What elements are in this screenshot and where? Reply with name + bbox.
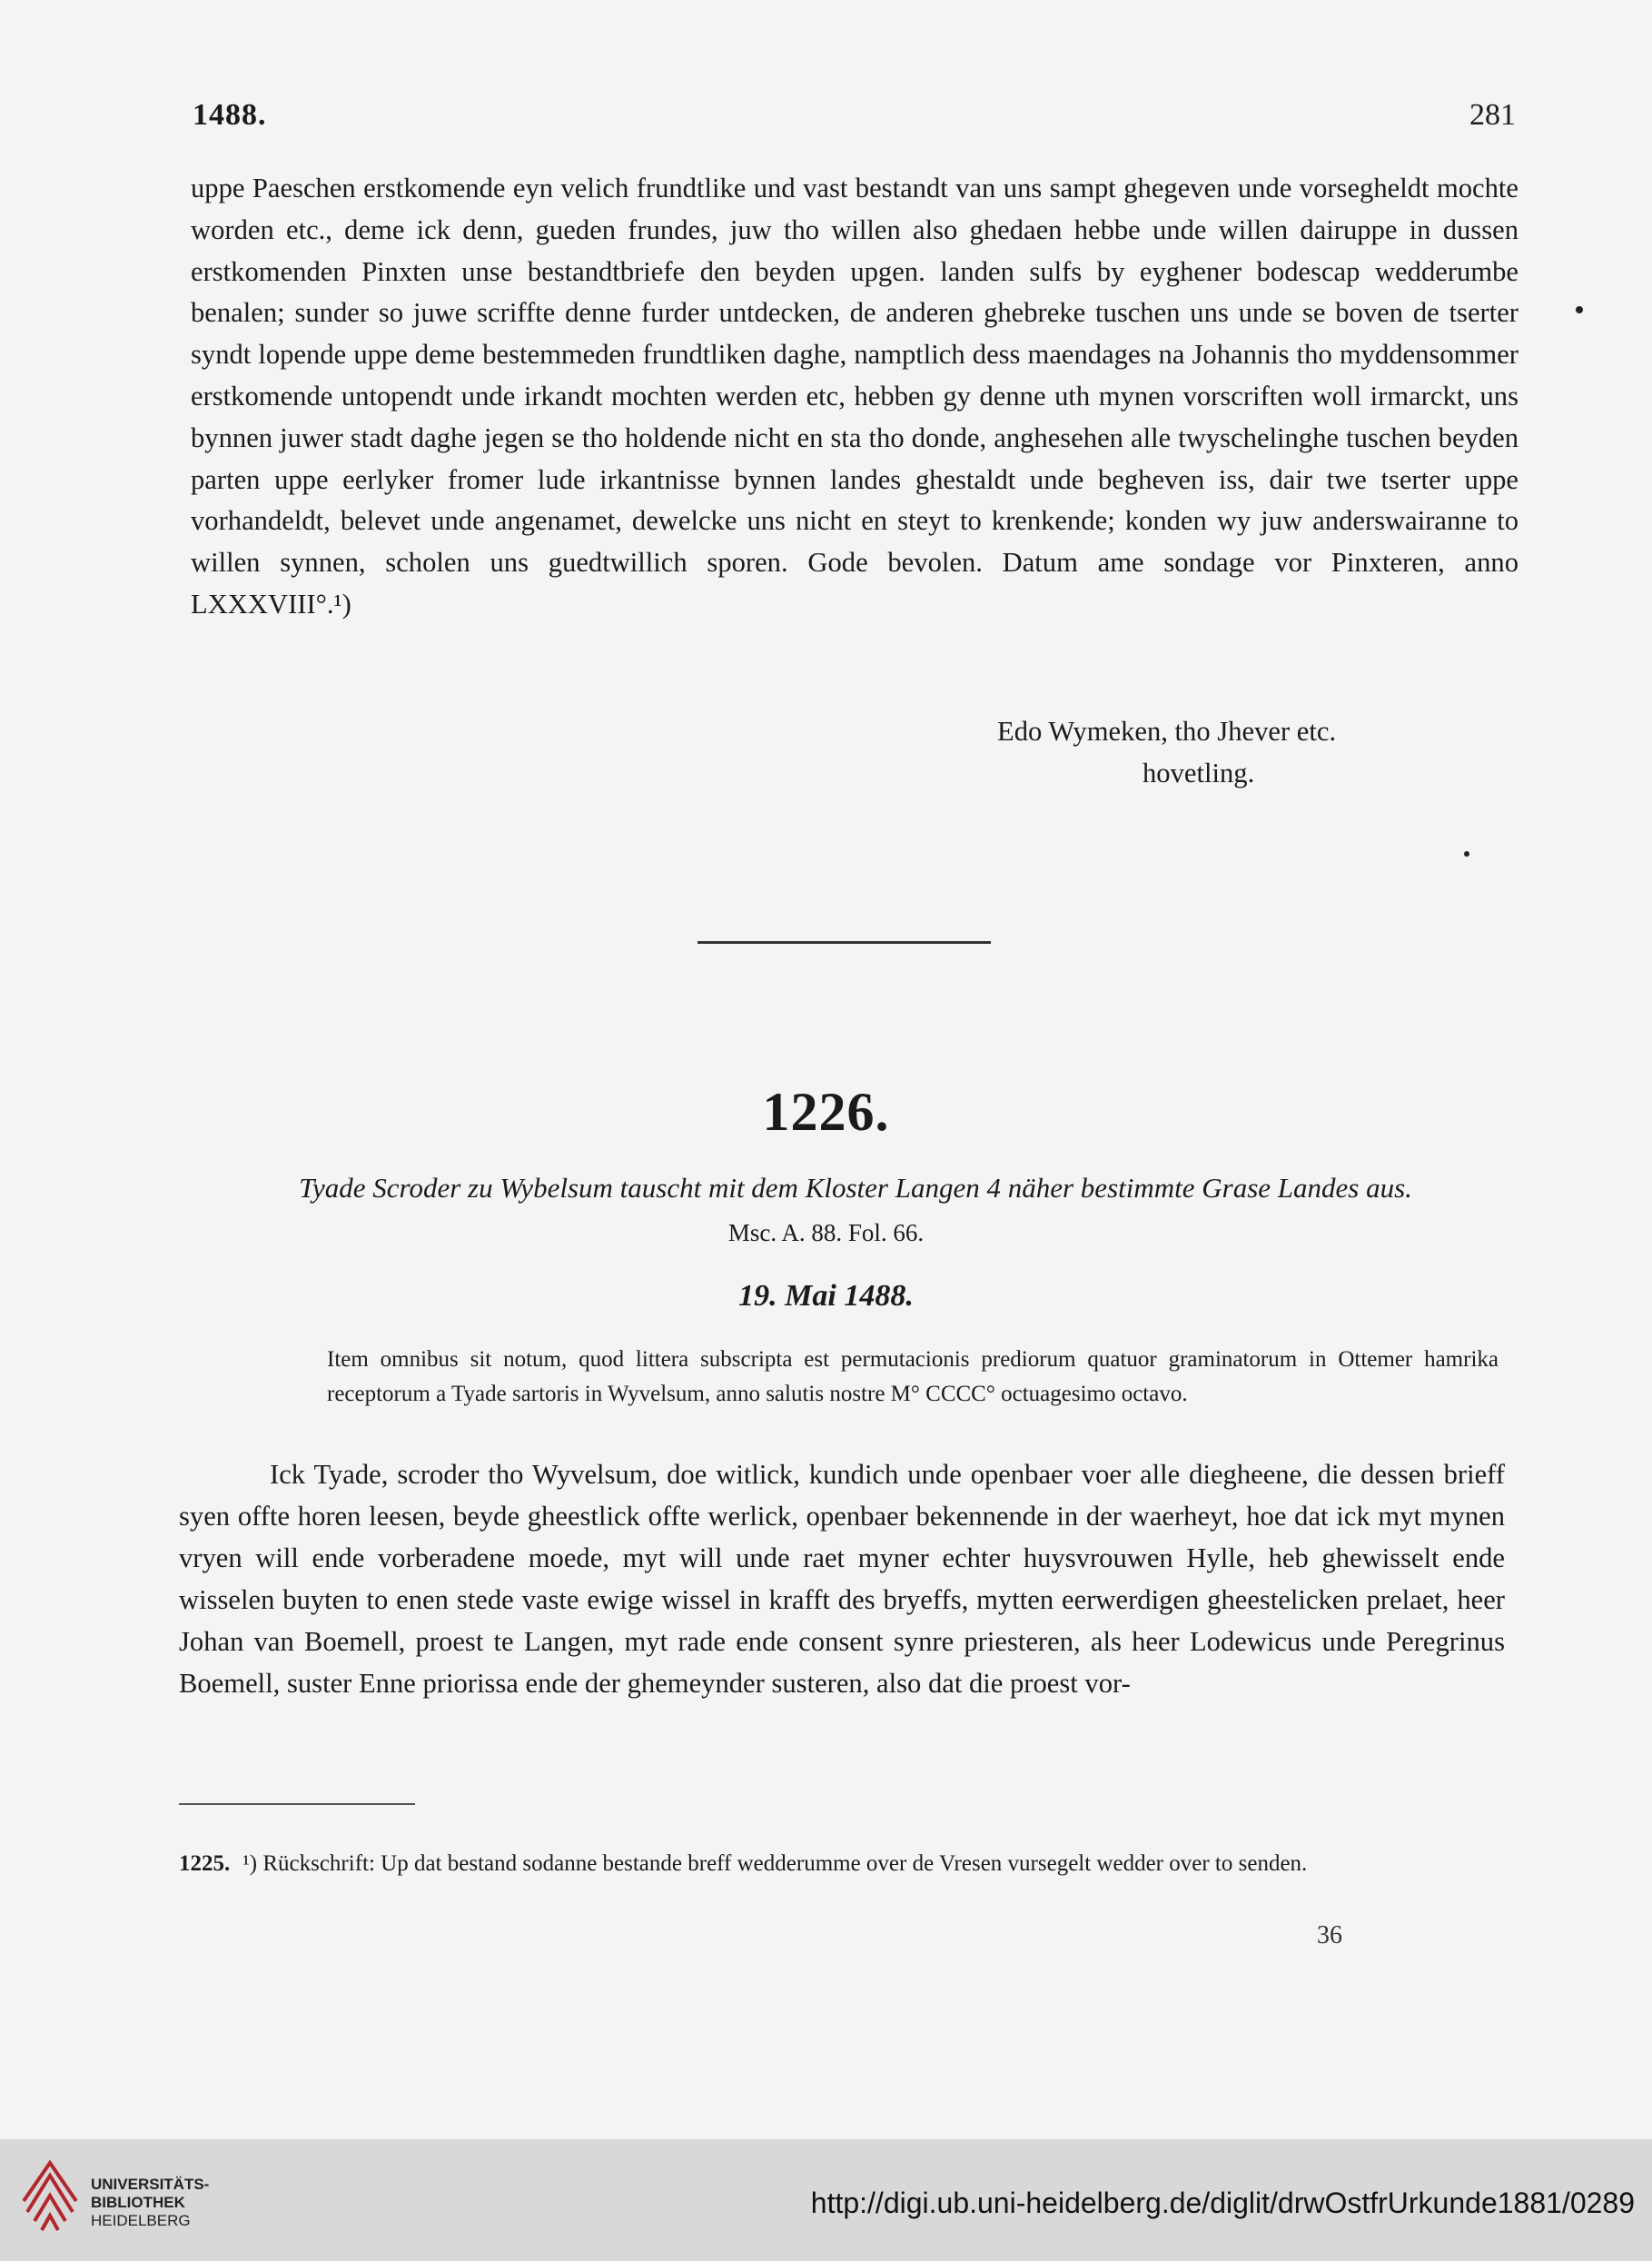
printer-signature-mark: 36 xyxy=(1317,1921,1342,1949)
library-name-line: BIBLIOTHEK xyxy=(91,2194,185,2211)
footnote xyxy=(179,1846,1505,1881)
letter-paragraph: uppe Paeschen erstkomende eyn velich frundtlike und vast bestandt van uns sampt ghegeven unde vorsegheldt mochte worden etc., deme ick denn, gueden frundes, juw tho willen also ghedaen hebbe unde willen dairuppe in dussen erstkomenden Pinxten unse bestandtbriefe den beyden upgen. landen sulfs by eyghener bodescap wedderumbe benalen; sunder so juwe scriffte denne furder untdecken, de anderen ghebreke tuschen uns unde se boven de tserter syndt lopende uppe deme bestemmeden frundtliken daghe, namptlich dess maendages na Johannis tho myddensommer erstkomende untopendt unde irkandt mochten werden etc, hebben gy denne uth mynen vorscriften woll irmarckt, uns bynnen juwer stadt daghe jegen se tho holdende nicht en sta tho donde, anghesehen alle twyschelinghe tuschen beyden parten uppe eerlyker fromer lude irkantnisse bynnen landes ghestaldt unde begheven iss, dair twe tserter uppe vorhandeldt, belevet unde angenamet, dewelcke uns nicht en steyt to krenkende; konden wy juw anderswairanne to willen synnen, scholen uns guedtwillich sporen. Gode bevolen. Datum ame sondage vor Pinxteren, anno LXXXVIII°.¹) xyxy=(191,173,1518,620)
letter-text xyxy=(191,168,1518,626)
library-name-line: UNIVERSITÄTS- xyxy=(91,2176,210,2193)
document-subtitle: Tyade Scroder zu Wybelsum tauscht mit dem Kloster Langen 4 näher bestimmte Grase Landes aus. xyxy=(299,1172,1412,1204)
document-source: Msc. A. 88. Fol. 66. xyxy=(727,1219,925,1246)
library-name-line: HEIDELBERG xyxy=(91,2212,191,2229)
document-date: 19. Mai 1488. xyxy=(738,1279,914,1313)
footnote-number: 1225. xyxy=(179,1851,231,1876)
document-url-link[interactable]: http://digi.ub.uni-heidelberg.de/diglit/drwOstfrUrkunde1881/0289 xyxy=(810,2187,1635,2219)
latin-note: Item omnibus sit notum, quod littera subscripta est permutacionis prediorum quatuor graminatorum in Ottemer hamrika receptorum a Tyade sartoris in Wyvelsum, anno salutis nostre M° CCCC° octuagesimo octavo. xyxy=(327,1347,1499,1406)
signature-line-2: hovetling. xyxy=(1143,758,1255,788)
document-number: 1226. xyxy=(762,1082,890,1142)
page-number: 281 xyxy=(1469,98,1516,132)
header-year: 1488. xyxy=(193,98,267,132)
signature-line-1: Edo Wymeken, tho Jhever etc. xyxy=(997,716,1337,747)
section-divider xyxy=(697,941,991,944)
margin-dot xyxy=(1464,851,1469,857)
footnote-divider xyxy=(179,1803,415,1805)
footer-bar xyxy=(0,2139,1652,2261)
margin-dot xyxy=(1576,306,1583,313)
charter-text: Ick Tyade, scroder tho Wyvelsum, doe witlick, kundich unde openbaer voer alle diegheene, die dessen brieff syen offte horen leesen, beyde gheestlick offte werlick, openbaer bekennende in der waerheyt, hoe dat ick myt mynen vryen will ende vorberadene moede, myt will unde raet myner echter huysvrouwen Hylle, heb ghewisselt ende wisselen buyten to enen stede vaste ewige wissel in krafft des bryeffs, mytten eerwerdigen gheestelicken prelaet, heer Johan van Boemell, proest te Langen, myt rade ende consent synre priesteren, als heer Lodewicus unde Peregrinus Boemell, suster Enne priorissa ende der ghemeynder susteren, also dat die proest vor- xyxy=(179,1459,1505,1699)
footnote-text: ¹) Rückschrift: Up dat bestand sodanne bestande breff wedderumme over de Vresen vursegelt wedder over to senden. xyxy=(242,1851,1308,1876)
